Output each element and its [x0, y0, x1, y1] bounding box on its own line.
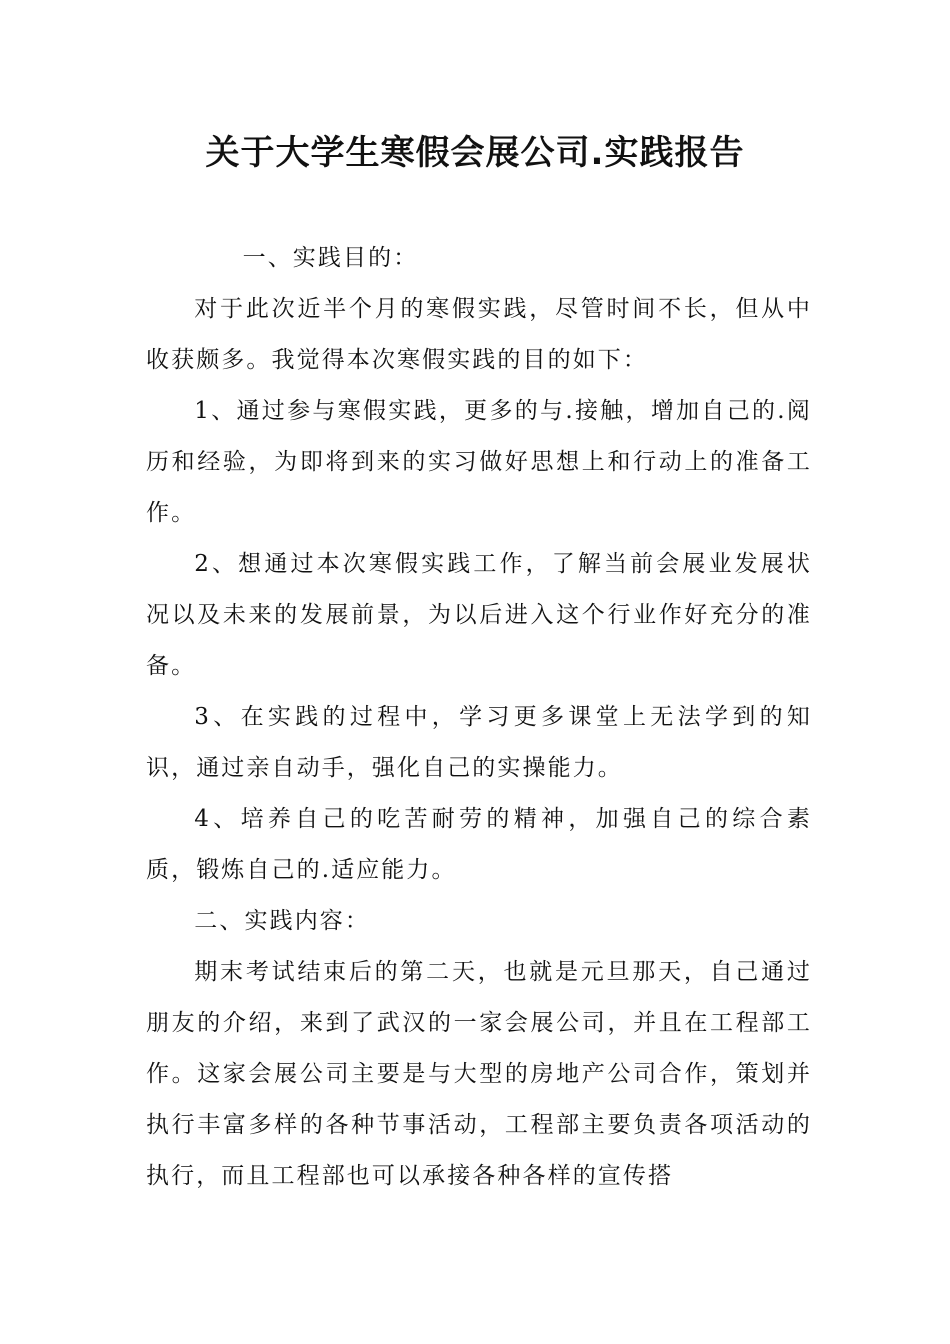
- paragraph-content: 期末考试结束后的第二天，也就是元旦那天，自己通过朋友的介绍，来到了武汉的一家会展公司，并且在工程部工作。这家会展公司主要是与大型的房地产公司合作，策划并执行丰富多样的各种节事活动，工程部主要负责各项活动的执行，而且工程部也可以承接各种各样的宣传搭: [146, 959, 812, 1189]
- document-body: [146, 233, 812, 1202]
- section-heading-content: 二、实践内容：: [194, 908, 370, 934]
- paragraph-item-4: 4、培养自己的吃苦耐劳的精神，加强自己的综合素质，锻炼自己的.适应能力。: [146, 806, 812, 883]
- document-title: 关于大学生寒假会展公司.实践报告: [205, 133, 745, 173]
- paragraph-item-3: 3、在实践的过程中，学习更多课堂上无法学到的知识，通过亲自动手，强化自己的实操能力。: [146, 704, 812, 781]
- paragraph-item-2: 2、想通过本次寒假实践工作，了解当前会展业发展状况以及未来的发展前景，为以后进入这个行业作好充分的准备。: [146, 551, 812, 679]
- paragraph-item-1: 1、通过参与寒假实践，更多的与.接触，增加自己的.阅历和经验，为即将到来的实习做好思想上和行动上的准备工作。: [146, 398, 812, 526]
- section-heading-purpose: 一、实践目的：: [242, 245, 419, 271]
- paragraph-intro: 对于此次近半个月的寒假实践，尽管时间不长，但从中收获颇多。我觉得本次寒假实践的目的如下：: [146, 296, 812, 373]
